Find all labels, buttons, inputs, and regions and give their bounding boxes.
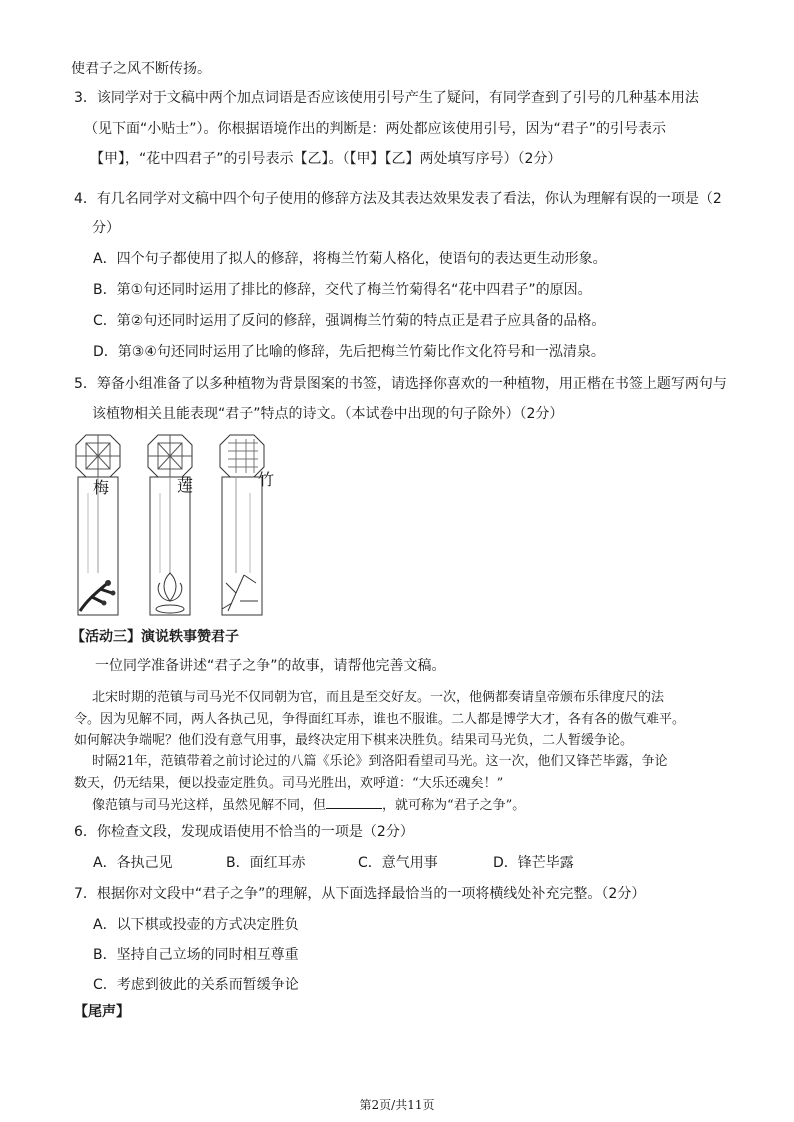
option-c: C．考虑到彼此的关系而暂缓争论 (93, 977, 299, 993)
story-line: 令。因为见解不同，两人各执己见，争得面红耳赤，谁也不服谁。二人都是博学大才，各有各的傲气难平。 (74, 712, 686, 727)
story-text: ，就可称为“君子之争”。 (382, 798, 526, 813)
option-b: B．第①句还同时运用了排比的修辞，交代了梅兰竹菊得名“花中四君子”的原因。 (93, 282, 592, 298)
section-heading: 【尾声】 (74, 1004, 130, 1020)
question-4: 4．有几名同学对文稿中四个句子使用的修辞方法及其表达效果发表了看法，你认为理解有误的一项是（2 (74, 191, 722, 207)
text-line: 使君子之风不断传扬。 (71, 61, 211, 77)
option-a: A．四个句子都使用了拟人的修辞，将梅兰竹菊人格化，使语句的表达更生动形象。 (93, 251, 607, 267)
story-line: 如何解决争端呢？他们没有意气用事，最终决定用下棋来决胜负。结果司马光负，二人暂缓争论。 (74, 733, 634, 748)
option-b: B．坚持自己立场的同时相互尊重 (93, 947, 299, 963)
question-3: 3．该同学对于文稿中两个加点词语是否应该使用引号产生了疑问，有同学查到了引号的几种基本用法 (74, 90, 699, 106)
story-line: 北宋时期的范镇与司马光不仅同朝为官，而且是至交好友。一次，他俩都奏请皇帝颁布乐律度尺的法 (92, 690, 665, 705)
question-6: 6．你检查文段，发现成语使用不恰当的一项是（2分） (74, 824, 414, 840)
bookmark-label-lotus: 莲 (177, 476, 194, 495)
story-line (92, 796, 525, 816)
bookmark-bamboo (220, 435, 264, 615)
option-d: D．锋芒毕露 (493, 855, 574, 871)
text-line: 【甲】，“花中四君子”的引号表示【乙】。（【甲】【乙】两处填写序号）（2分） (90, 151, 562, 167)
option-b: B．面红耳赤 (226, 855, 306, 871)
text-line: 一位同学准备讲述“君子之争”的故事，请帮他完善文稿。 (95, 658, 446, 674)
option-a: A．各执己见 (93, 855, 173, 871)
text-line: 分） (92, 220, 120, 236)
question-7: 7．根据你对文段中“君子之争”的理解，从下面选择最恰当的一项将横线处补充完整。（2分） (74, 886, 646, 902)
bookmark-plum (76, 435, 120, 615)
story-line: 数天，仍无结果，便以投壶定胜负。司马光胜出，欢呼道：“大乐还魂矣！” (74, 776, 504, 791)
bookmark-illustration (74, 433, 274, 619)
page-footer: 第2页/共11页 (359, 1098, 435, 1112)
section-heading: 【活动三】演说轶事赞君子 (71, 629, 239, 645)
bookmark-lotus (148, 435, 192, 615)
option-c: C．意气用事 (358, 855, 438, 871)
bookmark-label-bamboo: 竹 (258, 470, 274, 489)
question-5: 5．筹备小组准备了以多种植物为背景图案的书签，请选择你喜欢的一种植物，用正楷在书签上题写两句与 (74, 376, 727, 392)
option-c: C．第②句还同时运用了反问的修辞，强调梅兰竹菊的特点正是君子应具备的品格。 (93, 313, 606, 329)
bookmark-label-plum: 梅 (93, 478, 110, 497)
story-text: 像范镇与司马光这样，虽然见解不同，但 (92, 798, 327, 813)
text-line: 该植物相关且能表现“君子”特点的诗文。（本试卷中出现的句子除外）（2分） (92, 406, 564, 422)
answer-blank[interactable] (326, 796, 382, 809)
option-d: D．第③④句还同时运用了比喻的修辞，先后把梅兰竹菊比作文化符号和一泓清泉。 (93, 344, 605, 360)
story-line: 时隔21年，范镇带着之前讨论过的八篇《乐论》到洛阳看望司马光。这一次，他们又锋芒毕露，争论 (92, 754, 668, 769)
text-line: （见下面“小贴士”）。你根据语境作出的判断是：两处都应该使用引号，因为“君子”的引号表示 (84, 121, 667, 137)
option-a: A．以下棋或投壶的方式决定胜负 (93, 917, 299, 933)
